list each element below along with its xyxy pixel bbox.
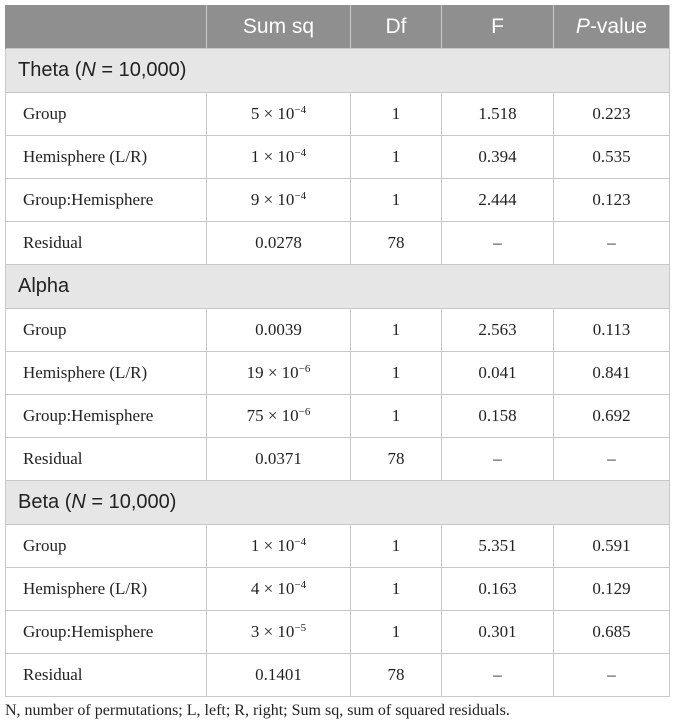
p-value-cell: – bbox=[554, 654, 670, 697]
row-label: Group bbox=[6, 309, 207, 352]
f-cell: 0.163 bbox=[442, 568, 554, 611]
p-value-cell: 0.692 bbox=[554, 395, 670, 438]
p-value-cell: 0.685 bbox=[554, 611, 670, 654]
row-label: Group:Hemisphere bbox=[6, 395, 207, 438]
f-cell: 1.518 bbox=[442, 93, 554, 136]
section-label-prefix: Theta ( bbox=[18, 59, 82, 81]
table-row bbox=[6, 654, 670, 697]
header-p-value-suffix: -value bbox=[589, 14, 648, 38]
f-cell: – bbox=[442, 654, 554, 697]
section-header bbox=[6, 265, 670, 309]
table-row bbox=[6, 395, 670, 438]
df-cell: 78 bbox=[351, 438, 442, 481]
header-p-value bbox=[554, 5, 670, 49]
df-cell: 1 bbox=[351, 525, 442, 568]
table-row bbox=[6, 222, 670, 265]
row-label: Hemisphere (L/R) bbox=[6, 352, 207, 395]
f-cell: – bbox=[442, 438, 554, 481]
df-cell: 1 bbox=[351, 136, 442, 179]
header-row-label bbox=[6, 5, 207, 49]
anova-table-container bbox=[5, 5, 669, 697]
header-p-value-italic: P bbox=[575, 14, 590, 38]
df-cell: 1 bbox=[351, 395, 442, 438]
section-label-suffix: = 10,000) bbox=[95, 59, 187, 81]
sum-sq-exponent: −4 bbox=[294, 190, 307, 202]
df-cell: 78 bbox=[351, 654, 442, 697]
sum-sq-value: 0.0278 bbox=[255, 233, 302, 252]
f-cell: 0.041 bbox=[442, 352, 554, 395]
df-cell: 1 bbox=[351, 568, 442, 611]
table-row bbox=[6, 611, 670, 654]
header-f: F bbox=[442, 5, 554, 49]
section-header bbox=[6, 49, 670, 93]
sum-sq-value: 1 × 10 bbox=[250, 536, 295, 555]
df-cell: 1 bbox=[351, 611, 442, 654]
table-row bbox=[6, 93, 670, 136]
row-label: Hemisphere (L/R) bbox=[6, 568, 207, 611]
table-row bbox=[6, 438, 670, 481]
p-value-cell: 0.223 bbox=[554, 93, 670, 136]
row-label: Hemisphere (L/R) bbox=[6, 136, 207, 179]
p-value-cell: 0.591 bbox=[554, 525, 670, 568]
sum-sq-value: 4 × 10 bbox=[250, 579, 295, 598]
sum-sq-cell bbox=[207, 222, 351, 265]
table-row bbox=[6, 136, 670, 179]
row-label: Group bbox=[6, 525, 207, 568]
anova-table bbox=[5, 5, 670, 697]
f-cell: 0.394 bbox=[442, 136, 554, 179]
sum-sq-cell bbox=[207, 395, 351, 438]
sum-sq-value: 0.1401 bbox=[255, 665, 302, 684]
section-label-prefix: Beta ( bbox=[18, 491, 72, 513]
sum-sq-exponent: −4 bbox=[294, 579, 307, 591]
section-label-suffix: = 10,000) bbox=[85, 491, 177, 513]
sum-sq-exponent: −4 bbox=[294, 536, 307, 548]
section-label-italic: N bbox=[71, 491, 86, 513]
sum-sq-cell bbox=[207, 611, 351, 654]
section-header-row bbox=[6, 49, 670, 93]
f-cell: 5.351 bbox=[442, 525, 554, 568]
sum-sq-cell bbox=[207, 352, 351, 395]
p-value-cell: – bbox=[554, 222, 670, 265]
f-cell: 0.301 bbox=[442, 611, 554, 654]
section-label-italic: N bbox=[81, 59, 96, 81]
p-value-cell: 0.129 bbox=[554, 568, 670, 611]
sum-sq-exponent: −6 bbox=[298, 363, 311, 375]
p-value-cell: 0.535 bbox=[554, 136, 670, 179]
row-label: Residual bbox=[6, 222, 207, 265]
f-cell: 2.444 bbox=[442, 179, 554, 222]
row-label: Group:Hemisphere bbox=[6, 611, 207, 654]
sum-sq-exponent: −6 bbox=[298, 406, 311, 418]
df-cell: 1 bbox=[351, 309, 442, 352]
sum-sq-cell bbox=[207, 438, 351, 481]
table-footnote: N, number of permutations; L, left; R, right; Sum sq, sum of squared residuals. bbox=[5, 702, 510, 719]
f-cell: 2.563 bbox=[442, 309, 554, 352]
row-label: Residual bbox=[6, 654, 207, 697]
df-cell: 1 bbox=[351, 179, 442, 222]
df-cell: 78 bbox=[351, 222, 442, 265]
table-body bbox=[6, 49, 670, 697]
row-label: Group bbox=[6, 93, 207, 136]
sum-sq-value: 0.0039 bbox=[255, 320, 302, 339]
sum-sq-cell bbox=[207, 525, 351, 568]
header-df: Df bbox=[351, 5, 442, 49]
sum-sq-cell bbox=[207, 568, 351, 611]
table-row bbox=[6, 179, 670, 222]
sum-sq-cell bbox=[207, 654, 351, 697]
sum-sq-cell bbox=[207, 179, 351, 222]
table-row bbox=[6, 309, 670, 352]
row-label: Group:Hemisphere bbox=[6, 179, 207, 222]
p-value-cell: 0.841 bbox=[554, 352, 670, 395]
sum-sq-exponent: −4 bbox=[294, 147, 307, 159]
section-header-row bbox=[6, 265, 670, 309]
p-value-cell: 0.123 bbox=[554, 179, 670, 222]
f-cell: – bbox=[442, 222, 554, 265]
sum-sq-exponent: −5 bbox=[294, 622, 307, 634]
section-label-prefix: Alpha bbox=[18, 275, 70, 297]
sum-sq-exponent: −4 bbox=[294, 104, 307, 116]
section-header bbox=[6, 481, 670, 525]
df-cell: 1 bbox=[351, 93, 442, 136]
sum-sq-value: 9 × 10 bbox=[250, 190, 295, 209]
table-row bbox=[6, 568, 670, 611]
sum-sq-value: 0.0371 bbox=[255, 449, 302, 468]
sum-sq-cell bbox=[207, 309, 351, 352]
sum-sq-value: 3 × 10 bbox=[250, 622, 295, 641]
header-row bbox=[6, 5, 670, 49]
sum-sq-value: 5 × 10 bbox=[250, 104, 295, 123]
table-header bbox=[6, 5, 670, 49]
p-value-cell: – bbox=[554, 438, 670, 481]
sum-sq-cell bbox=[207, 136, 351, 179]
sum-sq-value: 1 × 10 bbox=[250, 147, 295, 166]
row-label: Residual bbox=[6, 438, 207, 481]
p-value-cell: 0.113 bbox=[554, 309, 670, 352]
df-cell: 1 bbox=[351, 352, 442, 395]
header-sum-sq: Sum sq bbox=[207, 5, 351, 49]
f-cell: 0.158 bbox=[442, 395, 554, 438]
sum-sq-value: 19 × 10 bbox=[246, 363, 299, 382]
sum-sq-value: 75 × 10 bbox=[246, 406, 299, 425]
table-row bbox=[6, 525, 670, 568]
section-header-row bbox=[6, 481, 670, 525]
table-row bbox=[6, 352, 670, 395]
sum-sq-cell bbox=[207, 93, 351, 136]
